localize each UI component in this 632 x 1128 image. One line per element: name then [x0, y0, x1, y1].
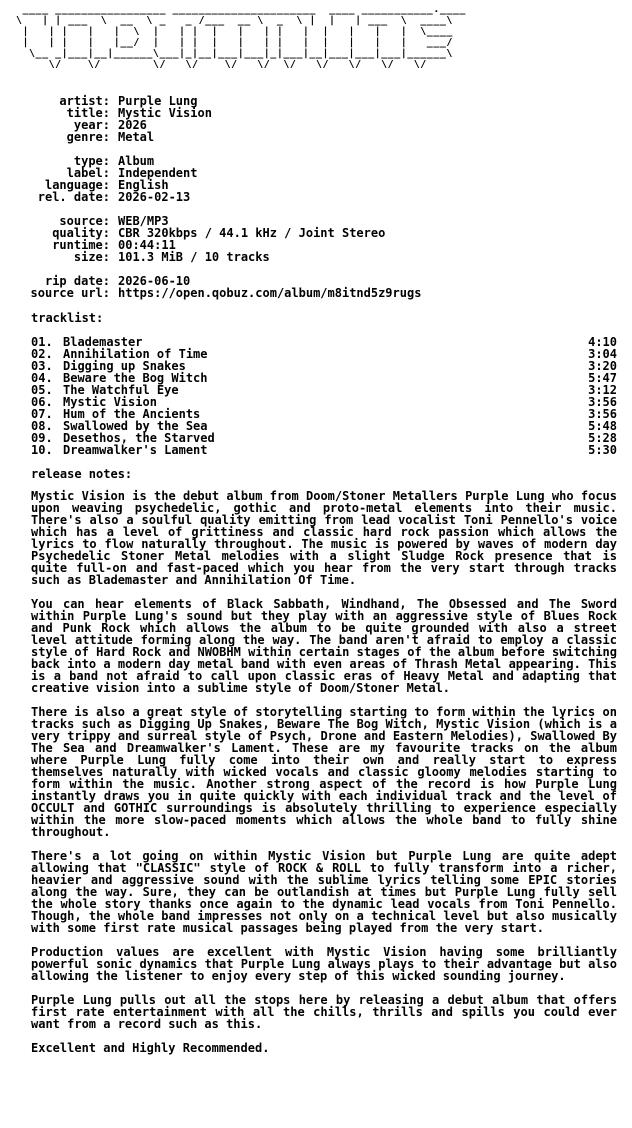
- meta-block-rip: [0, 275, 632, 299]
- meta-value: CBR 320kbps / 44.1 kHz / Joint Stereo: [118, 226, 386, 240]
- track-duration: 5:30: [588, 443, 617, 457]
- meta-key: source:: [59, 214, 110, 228]
- notes-paragraph: Production values are excellent with Mystic Vision having some brilliantly powerful sonic dynamics that Purple Lung always plays to their advantage but also allowing the listener to enjoy every step of this wicked sounding journey.: [31, 945, 617, 983]
- track-title: Desethos, the Starved: [63, 431, 215, 445]
- meta-value: Album: [118, 154, 155, 168]
- tracklist-heading: tracklist:: [31, 311, 104, 325]
- release-notes-heading: release notes:: [31, 467, 133, 481]
- track-duration: 3:20: [588, 359, 617, 373]
- track-title: Swallowed by the Sea: [63, 419, 208, 433]
- track-number: 01.: [31, 335, 53, 349]
- meta-value: 101.3 MiB / 10 tracks: [118, 250, 270, 264]
- meta-row-rel-date: [0, 191, 632, 203]
- meta-row-genre: [0, 131, 632, 143]
- meta-value: Metal: [118, 130, 155, 144]
- track-duration: 3:04: [588, 347, 617, 361]
- meta-key: language:: [44, 178, 110, 192]
- track-duration: 3:56: [588, 395, 617, 409]
- meta-key: title:: [66, 106, 110, 120]
- notes-paragraph: There's a lot going on within Mystic Vision but Purple Lung are quite adept allowing that "CLASSIC" style of ROCK & ROLL to fully transform into a richer, heavier and aggressive sound with the sublime lyrics telling some EPIC stories along the way. Sure, they can be outlandish at times but Purple Lung fully sell the whole story thanks once again to the dynamic lead vocals from Toni Pennello. Though, the whole band impresses not only on a technical level but also musically with some first rate musical passages being played from the very start.: [31, 849, 617, 935]
- track-number: 09.: [31, 431, 53, 445]
- meta-row-source-url: [0, 287, 632, 299]
- meta-block-release: [0, 95, 632, 143]
- release-notes: [31, 490, 617, 1066]
- meta-value: WEB/MP3: [118, 214, 169, 228]
- meta-value: Purple Lung: [118, 94, 198, 108]
- track-duration: 3:12: [588, 383, 617, 397]
- notes-paragraph: Excellent and Highly Recommended.: [31, 1041, 270, 1055]
- meta-value: 00:44:11: [118, 238, 176, 252]
- meta-key: runtime:: [52, 238, 110, 252]
- meta-key: label:: [66, 166, 110, 180]
- tracklist: [31, 336, 617, 456]
- meta-value: 2026-02-13: [118, 190, 191, 204]
- track-title: Blademaster: [63, 335, 143, 349]
- track-number: 07.: [31, 407, 53, 421]
- meta-key: genre:: [66, 130, 110, 144]
- track-number: 05.: [31, 383, 53, 397]
- notes-paragraph: There is also a great style of storytelling starting to form within the lyrics on tracks such as Digging Up Snakes, Beware The Bog Witch, Mystic Vision (which is a very trippy and surreal style of Psych, Drone and Eastern Melodies), Swallowed By The Sea and Dreamwalker's Lament. These are my favourite tracks on the album where Purple Lung fully come into their own and really start to express themselves naturally with wicked vocals and classic gloomy melodies starting to form within the music. Another strong aspect of the record is how Purple Lung instantly draws you in quite quickly with each individual track and the level of OCCULT and GOTHIC surroundings is absolutely thrilling to experience especially within the more slow-paced moments which allows the whole band to fully shine throughout.: [31, 705, 617, 839]
- track-number: 10.: [31, 443, 53, 457]
- track-duration: 5:47: [588, 371, 617, 385]
- track-number: 03.: [31, 359, 53, 373]
- track-title: Annihilation of Time: [63, 347, 208, 361]
- meta-key: source url:: [30, 286, 110, 300]
- track-title: The Watchful Eye: [63, 383, 179, 397]
- track-row: [31, 444, 617, 456]
- meta-value: Independent: [118, 166, 198, 180]
- meta-key: quality:: [52, 226, 110, 240]
- track-title: Digging up Snakes: [63, 359, 186, 373]
- source-url-link[interactable]: https://open.qobuz.com/album/m8itnd5z9rugs: [118, 286, 422, 300]
- track-number: 08.: [31, 419, 53, 433]
- track-title: Hum of the Ancients: [63, 407, 201, 421]
- track-title: Dreamwalker's Lament: [63, 443, 208, 457]
- meta-value: 2026-06-10: [118, 274, 191, 288]
- track-number: 06.: [31, 395, 53, 409]
- track-duration: 5:48: [588, 419, 617, 433]
- meta-block-label: [0, 155, 632, 203]
- meta-key: year:: [73, 118, 110, 132]
- track-duration: 3:56: [588, 407, 617, 421]
- track-number: 02.: [31, 347, 53, 361]
- track-title: Beware the Bog Witch: [63, 371, 208, 385]
- meta-value: Mystic Vision: [118, 106, 212, 120]
- meta-row-size: [0, 251, 632, 263]
- track-duration: 5:28: [588, 431, 617, 445]
- ascii-banner-logo: ____ _________________ ______________________ ____ ___________.____ \ | | ___ \ __ \ _ _ /___ __ \ _ \ | | | ___ \ ____\ | | | | | \ | | | | | | | | | | | | \____ | | | | |__/ | | | | | | | | | | | | ___/ \__ _|___|__|______\___|_|__|___|___|_|___|__|___|___|___|______\ \/ \/ \/ \/ \/ \/ \/ \/ \/ \/ \/: [16, 4, 466, 70]
- notes-paragraph: Mystic Vision is the debut album from Doom/Stoner Metallers Purple Lung who focus upon weaving psychedelic, gothic and proto-metal elements into their music. There's also a soulful quality emitting from lead vocalist Toni Pennello's voice which has a level of grittiness and classic hard rock passion which allows the lyrics to flow naturally throughout. The music is powered by waves of modern day Psychedelic Stoner Metal melodies with a slight Sludge Rock presence that is quite full-on and fast-paced which you hear from the very start through tracks such as Blademaster and Annihilation Of Time.: [31, 489, 617, 587]
- track-number: 04.: [31, 371, 53, 385]
- meta-key: size:: [73, 250, 110, 264]
- meta-key: rel. date:: [37, 190, 110, 204]
- meta-block-source: [0, 215, 632, 263]
- meta-value: 2026: [118, 118, 147, 132]
- meta-key: artist:: [59, 94, 110, 108]
- track-duration: 4:10: [588, 335, 617, 349]
- notes-paragraph: You can hear elements of Black Sabbath, Windhand, The Obsessed and The Sword within Purple Lung's sound but they play with an aggressive style of Blues Rock and Punk Rock which allows the album to be quite grounded with also a street level attitude forming along the way. The band aren't afraid to employ a classic style of Hard Rock and NWOBHM within certain stages of the album before switching back into a modern day metal band with even areas of Thrash Metal appearing. This is a band not afraid to call upon classic eras of Heavy Metal and adapting that creative vision into a sublime style of Doom/Stoner Metal.: [31, 597, 617, 695]
- meta-key: type:: [73, 154, 110, 168]
- notes-paragraph: Purple Lung pulls out all the stops here by releasing a debut album that offers first rate entertainment with all the chills, thrills and spills you could ever want from a record such as this.: [31, 993, 617, 1031]
- meta-value: English: [118, 178, 169, 192]
- meta-key: rip date:: [44, 274, 110, 288]
- track-title: Mystic Vision: [63, 395, 157, 409]
